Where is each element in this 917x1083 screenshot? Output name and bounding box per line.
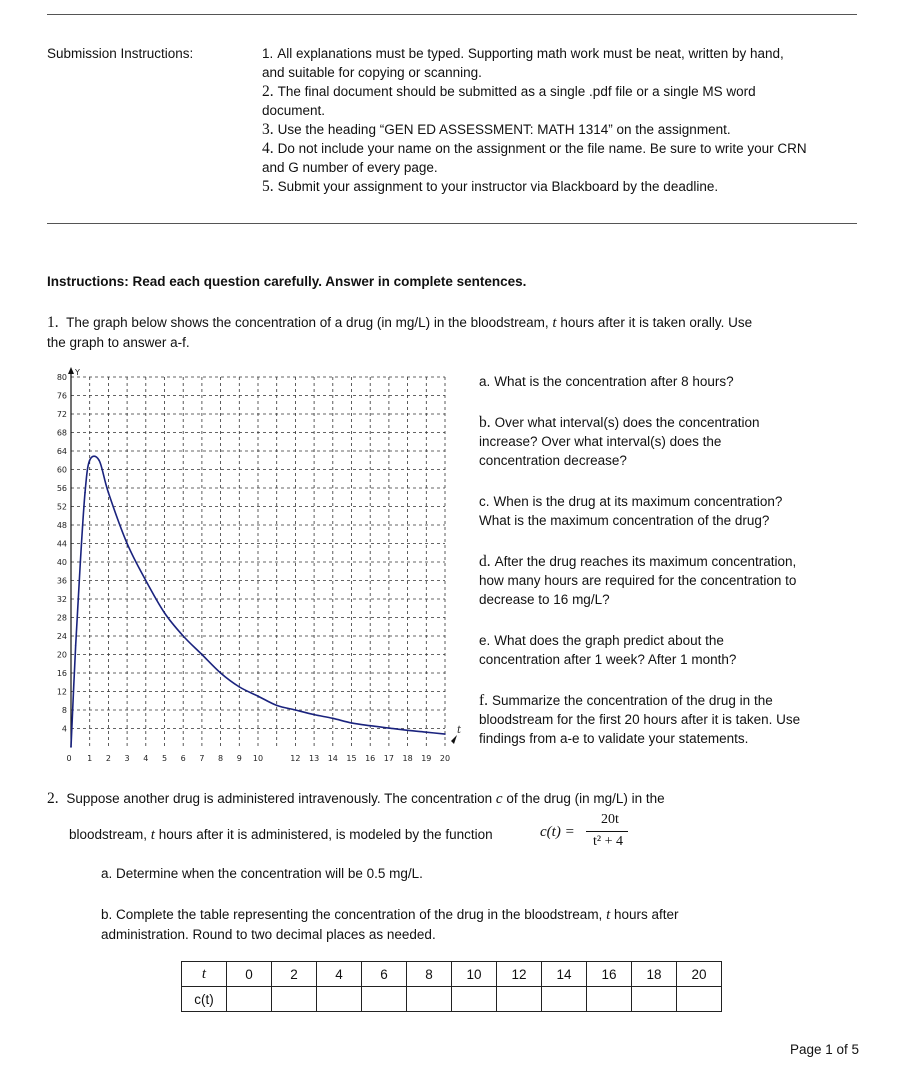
q1-part-b [479,413,849,470]
q1-text-a: The graph below shows the concentration of a drug (in mg/L) in the bloodstream, [66,315,553,330]
mid-rule [47,223,857,224]
y-tick-label: 60 [56,465,67,475]
data-point [407,730,409,732]
q1-part-label: c. [479,494,490,509]
q1-part-line [479,631,849,650]
table-cell-ct[interactable] [452,987,497,1012]
table-cell-t: 2 [272,962,317,987]
q1-part-line [479,432,849,451]
data-point [80,561,82,563]
x-tick-label: 9 [236,754,242,763]
submission-list [262,44,857,196]
data-point [313,714,315,716]
table-cell-t: 0 [227,962,272,987]
q2-var-c: c [495,791,503,807]
submission-item-line [262,63,857,82]
q1-text-b: hours after it is taken orally. Use [556,315,753,330]
submission-item-line [262,101,857,120]
q1-part-line [479,691,849,710]
data-point [126,543,128,545]
data-point [351,722,353,724]
y-tick-label: 56 [56,484,67,493]
q1-part-text: concentration after 1 week? After 1 month? [479,652,737,667]
submission-item-line [262,120,857,139]
q1-part-line [479,451,849,470]
y-tick-label: 24 [56,632,67,641]
x-tick-label: 20 [439,754,451,763]
table-cell-ct[interactable] [632,987,677,1012]
q2-part-b [101,905,851,944]
function-lhs: c(t) = [540,824,575,840]
data-point [108,492,110,494]
x-tick-label: 15 [346,754,357,763]
table-cell-t: 8 [407,962,452,987]
question-1 [47,313,857,352]
submission-item-text: and G number of every page. [262,160,438,175]
y-tick-label: 44 [56,539,67,549]
data-point [220,672,222,674]
table-cell-ct[interactable] [407,987,452,1012]
table-header-t: t [182,962,227,987]
table-row-t [182,962,722,987]
q2-number: 2. [47,790,59,807]
function-denominator: t² + 4 [593,834,623,849]
y-tick-label: 36 [56,576,67,586]
submission-item-line [262,158,857,177]
q1-var-t: t [552,315,557,331]
data-point [164,612,166,614]
q1-number: 1. [47,314,59,331]
table-cell-t: 20 [677,962,722,987]
data-point [84,492,86,494]
data-point [145,580,147,582]
y-tick-label: 32 [56,595,67,604]
y-tick-label: 68 [56,428,67,438]
data-point [239,686,241,688]
x-axis-arrow [451,735,457,744]
table-cell-t: 14 [542,962,587,987]
q2-text-a: Suppose another drug is administered intravenously. The concentration [66,791,496,806]
y-axis-label: Y [75,368,80,377]
y-tick-label: 64 [56,447,67,456]
submission-item-number: 1. [262,46,274,61]
fraction-bar [586,831,628,832]
x-tick-label: 12 [290,754,301,763]
q1-part-label: f. [479,692,489,709]
page-footer: Page 1 of 5 [790,1042,860,1057]
function-numerator: 20t [601,812,619,827]
x-tick-label: 13 [309,754,320,763]
q2-part-b-var-t: t [606,907,611,923]
x-axis-label: t [457,725,462,736]
data-point [276,705,278,707]
submission-item-number: 2. [262,83,274,100]
q1-part-label: b. [479,414,491,431]
submission-item-line [262,177,857,196]
table-cell-ct[interactable] [587,987,632,1012]
q1-part-text: concentration decrease? [479,453,627,468]
top-rule [47,14,857,15]
q1-part-text: Over what interval(s) does the concentration [494,415,760,430]
data-point [70,746,72,748]
y-axis-arrow [68,367,74,374]
table-cell-ct[interactable] [272,987,317,1012]
q1-part-label: e. [479,633,491,648]
q1-part-text: What is the concentration after 8 hours? [494,374,734,389]
table-cell-ct[interactable] [317,987,362,1012]
q1-part-line [479,552,849,571]
submission-label: Submission Instructions: [47,46,194,61]
question-2-line2 [69,825,493,845]
q1-part-line [479,372,849,391]
data-point [257,695,259,697]
submission-item-text: Use the heading “GEN ED ASSESSMENT: MATH 1314” on the assignment. [277,122,731,137]
table-cell-ct[interactable] [497,987,542,1012]
x-tick-label: 7 [199,754,205,763]
table-cell-ct[interactable] [227,987,272,1012]
q1-part-line [479,492,849,511]
concentration-table [181,961,722,1012]
table-cell-ct[interactable] [362,987,407,1012]
q1-part-line [479,511,849,530]
y-tick-label: 72 [56,410,67,419]
q1-part-label: a. [479,374,491,389]
x-tick-label: 14 [327,754,338,763]
y-tick-label: 16 [56,669,67,678]
table-cell-t: 10 [452,962,497,987]
x-tick-label: 10 [252,754,264,763]
q1-parts [479,372,849,748]
x-tick-label: 6 [180,754,186,763]
data-point [426,731,428,733]
y-tick-label: 48 [56,521,67,530]
submission-item-number: 3. [262,121,274,138]
q1-part-text: After the drug reaches its maximum concentration, [494,554,797,569]
q1-part-text: findings from a-e to validate your statements. [479,731,749,746]
data-point [388,727,390,729]
q1-part-f [479,691,849,748]
x-tick-label: 8 [218,754,224,763]
y-tick-label: 52 [56,502,67,512]
submission-item-text: document. [262,103,326,118]
y-tick-label: 80 [56,373,67,382]
table-cell-ct[interactable] [542,987,587,1012]
q1-part-text: how many hours are required for the concentration to [479,573,797,588]
submission-item-text: The final document should be submitted as a single .pdf file or a single MS word [277,84,756,99]
table-cell-t: 12 [497,962,542,987]
data-point [89,459,91,461]
table-cell-t: 16 [587,962,632,987]
data-point [75,644,77,646]
q1-part-text: bloodstream for the first 20 hours after it is taken. Use [479,712,801,727]
y-tick-label: 8 [61,706,67,715]
q1-part-line [479,571,849,590]
table-row-ct [182,987,722,1012]
q2-text-b: of the drug (in mg/L) in the [502,791,665,806]
q2-text-c: bloodstream, [69,827,151,842]
q2-part-b-text-b: hours after [610,907,679,922]
submission-item-text: Submit your assignment to your instructor via Blackboard by the deadline. [277,179,719,194]
submission-item-line [262,139,857,158]
q2-part-a: a. Determine when the concentration will be 0.5 mg/L. [101,866,423,881]
q1-part-c [479,492,849,530]
q2-part-b-text-a: b. Complete the table representing the concentration of the drug in the bloodstream, [101,907,607,922]
q1-part-label: d. [479,553,491,570]
q2-var-t: t [150,827,155,843]
q1-part-text: Summarize the concentration of the drug in the [492,693,773,708]
x-tick-label: 16 [365,754,376,763]
data-point [369,725,371,727]
q1-part-line [479,710,849,729]
table-cell-t: 4 [317,962,362,987]
submission-item-line [262,82,857,101]
instructions-heading: Instructions: Read each question carefully. Answer in complete sentences. [47,274,527,289]
q1-part-text: When is the drug at its maximum concentration? [493,494,783,509]
q1-text-line2: the graph to answer a-f. [47,335,190,350]
submission-item-text: All explanations must be typed. Supporting math work must be neat, written by hand, [277,46,784,61]
x-tick-label: 18 [402,754,413,763]
q1-part-text: What does the graph predict about the [494,633,724,648]
data-point [182,635,184,637]
table-cell-t: 6 [362,962,407,987]
q2-part-b-line2: administration. Round to two decimal places as needed. [101,927,436,942]
q1-part-line [479,729,849,748]
q1-part-text: decrease to 16 mg/L? [479,592,610,607]
data-point [295,709,297,711]
data-point [444,733,446,735]
q1-part-text: What is the maximum concentration of the drug? [479,513,770,528]
data-point [201,654,203,656]
q1-part-d [479,552,849,609]
x-tick-label: 1 [87,754,93,763]
y-tick-label: 76 [56,391,67,401]
table-cell-ct[interactable] [677,987,722,1012]
x-tick-label: 4 [143,754,149,763]
q1-part-text: increase? Over what interval(s) does the [479,434,722,449]
table-cell-t: 18 [632,962,677,987]
submission-item-number: 4. [262,140,274,157]
q1-part-e [479,631,849,669]
x-tick-label: 19 [421,754,432,763]
x-tick-label: 3 [124,754,130,763]
q1-part-line [479,650,849,669]
submission-item-text: and suitable for copying or scanning. [262,65,482,80]
y-tick-label: 12 [56,687,67,697]
q1-part-a [479,372,849,391]
data-point [332,718,334,720]
q1-part-line [479,590,849,609]
x-tick-label: 0 [66,754,72,763]
y-tick-label: 28 [56,613,67,623]
submission-item-text: Do not include your name on the assignment or the file name. Be sure to write your CRN [277,141,807,156]
x-tick-label: 2 [105,754,111,763]
y-tick-label: 20 [56,650,67,660]
q2-text-d: hours after it is administered, is modeled by the function [154,827,493,842]
y-tick-label: 40 [56,558,67,567]
x-tick-label: 5 [161,754,168,763]
submission-item-number: 5. [262,178,274,195]
question-2-line1 [47,789,665,809]
x-tick-label: 17 [383,754,394,763]
drug-concentration-chart [55,364,465,769]
submission-item-line [262,44,857,63]
y-tick-label: 4 [61,724,67,734]
data-point [98,459,100,461]
q1-part-line [479,413,849,432]
table-header-ct: c(t) [182,987,227,1012]
